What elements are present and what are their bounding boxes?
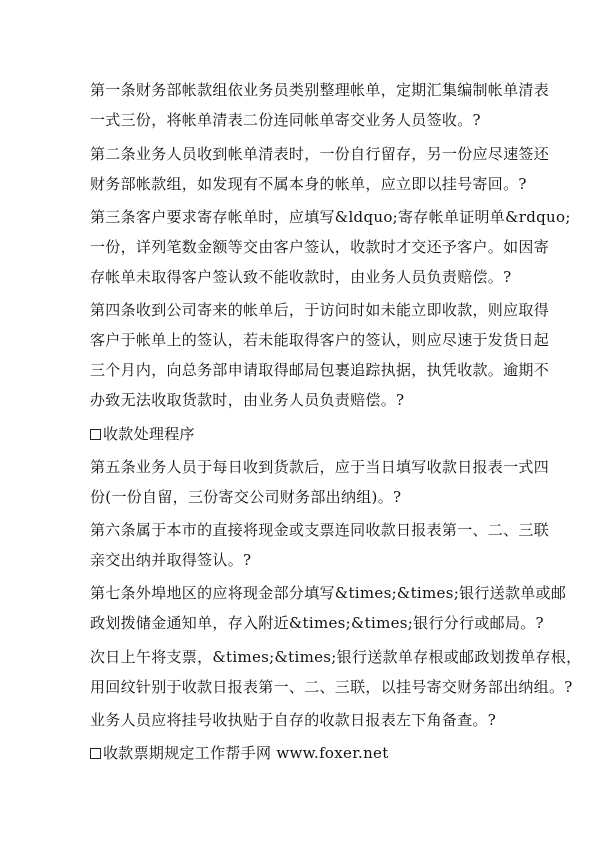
line-text: 业务人员应将挂号收执贴于自存的收款日报表左下角备查。? [90,711,497,729]
text-line [90,300,549,320]
line-text: 客户于帐单上的签认，若未能取得客户的签认，则应尽速于发货日起 [90,331,550,349]
line-text: 三个月内，向总务部申请取得邮局包裹追踪执据，执凭收款。逾期不 [90,361,550,379]
checkbox-square-icon [90,748,101,759]
line-text: 第四条收到公司寄来的帐单后，于访问时如未能立即收款，则应取得 [90,301,550,319]
text-line [90,110,481,130]
line-text: 一份，详列笔数金额等交由客户签认，收款时才交还予客户。如因寄 [90,238,550,256]
line-text: 亲交出纳并取得签认。? [90,551,252,569]
text-line [90,487,401,507]
text-line [90,207,571,227]
line-text: 第三条客户要求寄存帐单时，应填写&ldquo;寄存帐单证明单&rdquo; [90,208,571,226]
section-heading [90,743,389,763]
line-text: 第一条财务部帐款组依业务员类别整理帐单，定期汇集编制帐单清表 [90,81,550,99]
line-text: 第七条外埠地区的应将现金部分填写&times;&times;银行送款单或邮 [90,584,567,602]
section-heading [90,424,195,444]
text-line [90,647,581,667]
line-text: 第五条业务人员于每日收到货款后，应于当日填写收款日报表一式四 [90,458,550,476]
text-line [90,613,544,633]
line-text: 存帐单未取得客户签认致不能收款时，由业务人员负责赔偿。? [90,268,512,286]
line-text: 政划拨储金通知单，存入附近&times;&times;银行分行或邮局。? [90,614,544,632]
text-line [90,520,549,540]
checkbox-square-icon [90,429,101,440]
text-line [90,390,404,410]
text-line [90,237,549,257]
text-line [90,677,573,697]
line-text: 用回纹针别于收款日报表第一、二、三联，以挂号寄交财务部出纳组。? [90,678,573,696]
line-text: 份(一份自留，三份寄交公司财务部出纳组)。? [90,488,402,506]
line-text: 收款票期规定工作帮手网 www.foxer.net [103,744,389,762]
text-line [90,80,549,100]
line-text: 一式三份，将帐单清表二份连同帐单寄交业务人员签收。? [90,111,481,129]
line-text: 第二条业务人员收到帐单清表时，一份自行留存，另一份应尽速签还 [90,145,550,163]
text-line [90,583,566,603]
text-line [90,267,511,287]
line-text: 财务部帐款组，如发现有不属本身的帐单，应立即以挂号寄回。? [90,175,527,193]
text-line [90,174,527,194]
line-text: 次日上午将支票，&times;&times;银行送款单存根或邮政划拨单存根， [90,648,582,666]
text-line [90,330,549,350]
text-line [90,457,549,477]
text-line [90,144,549,164]
text-line [90,550,251,570]
line-text: 第六条属于本市的直接将现金或支票连同收款日报表第一、二、三联 [90,521,550,539]
text-line [90,710,496,730]
text-line [90,360,549,380]
line-text: 收款处理程序 [103,425,195,443]
line-text: 办致无法收取货款时，由业务人员负责赔偿。? [90,391,405,409]
